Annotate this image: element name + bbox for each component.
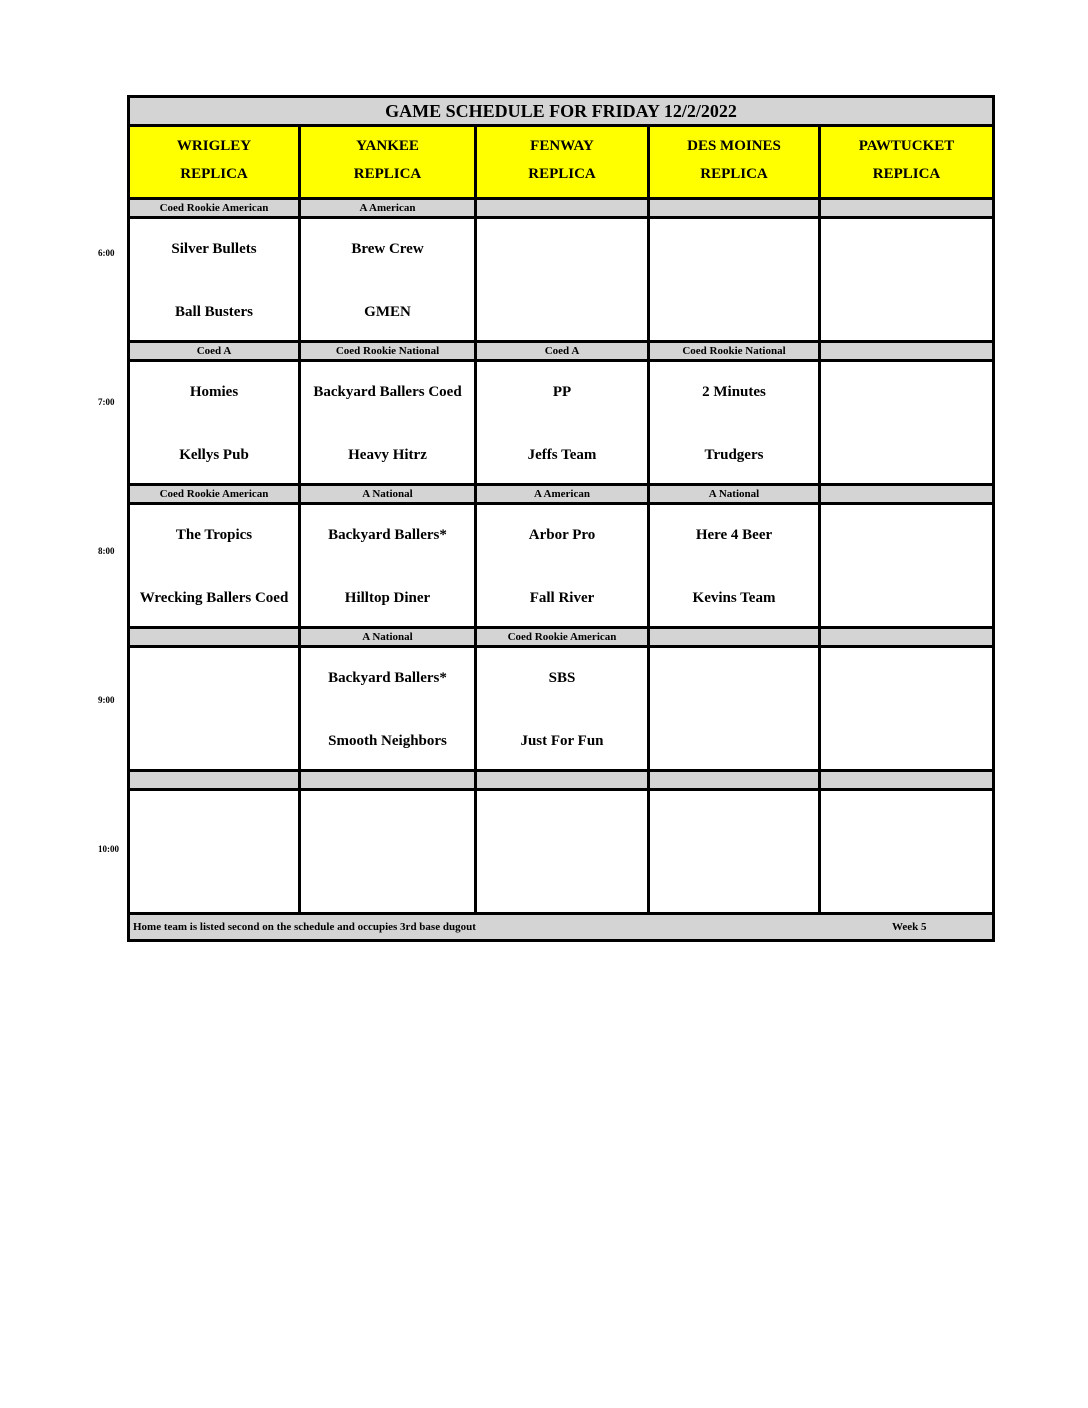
division-label: Coed Rookie National	[301, 343, 477, 362]
away-team: Arbor Pro	[528, 527, 596, 543]
division-label: A National	[301, 629, 477, 648]
game-cell	[130, 505, 301, 629]
division-row	[130, 343, 992, 362]
game-row	[130, 648, 992, 772]
division-label	[821, 629, 992, 648]
division-label: Coed Rookie American	[477, 629, 650, 648]
field-header-yankee	[301, 127, 477, 200]
home-team-note: Home team is listed second on the schedule and occupies 3rd base dugout	[133, 921, 476, 933]
home-team: Ball Busters	[175, 304, 253, 320]
schedule-title: GAME SCHEDULE FOR FRIDAY 12/2/2022	[130, 98, 992, 127]
field-name: PAWTUCKET	[858, 138, 955, 154]
away-team: The Tropics	[175, 527, 253, 543]
game-cell	[301, 505, 477, 629]
away-team: Brew Crew	[351, 241, 424, 257]
field-header-wrigley	[130, 127, 301, 200]
game-cell	[650, 791, 821, 915]
division-row	[130, 200, 992, 219]
away-team: Silver Bullets	[171, 241, 257, 257]
game-cell	[477, 648, 650, 772]
game-cell	[477, 791, 650, 915]
field-name: FENWAY	[530, 138, 594, 154]
time-label: 10:00	[98, 844, 119, 854]
division-label: Coed Rookie National	[650, 343, 821, 362]
division-label	[477, 200, 650, 219]
division-label: Coed A	[130, 343, 301, 362]
away-team: PP	[552, 384, 572, 400]
field-header-fenway	[477, 127, 650, 200]
time-slots	[130, 200, 992, 915]
division-label	[301, 772, 477, 791]
game-cell	[821, 648, 992, 772]
home-team: Wrecking Ballers Coed	[139, 590, 289, 606]
division-label	[130, 772, 301, 791]
division-label: A American	[301, 200, 477, 219]
field-header-row	[130, 127, 992, 200]
time-label: 9:00	[98, 695, 115, 705]
away-team: Here 4 Beer	[695, 527, 773, 543]
division-label	[650, 629, 821, 648]
division-label	[477, 772, 650, 791]
game-cell	[650, 505, 821, 629]
game-cell	[301, 791, 477, 915]
game-cell	[301, 648, 477, 772]
game-cell	[301, 219, 477, 343]
home-team: Fall River	[529, 590, 595, 606]
division-label: A National	[650, 486, 821, 505]
game-cell	[130, 648, 301, 772]
schedule-sheet	[127, 95, 995, 942]
field-subtitle: REPLICA	[528, 166, 596, 182]
division-label	[821, 343, 992, 362]
division-label: A American	[477, 486, 650, 505]
home-team: Trudgers	[704, 447, 764, 463]
game-cell	[821, 505, 992, 629]
time-label: 8:00	[98, 546, 115, 556]
division-label: Coed Rookie American	[130, 200, 301, 219]
home-team: Hilltop Diner	[344, 590, 431, 606]
game-cell	[130, 791, 301, 915]
game-row	[130, 362, 992, 486]
time-label: 7:00	[98, 397, 115, 407]
game-row	[130, 505, 992, 629]
game-cell	[650, 219, 821, 343]
division-row	[130, 629, 992, 648]
field-subtitle: REPLICA	[353, 166, 422, 182]
game-cell	[650, 648, 821, 772]
game-cell	[821, 219, 992, 343]
field-header-des-moines	[650, 127, 821, 200]
game-row	[130, 219, 992, 343]
away-team: SBS	[548, 670, 576, 686]
division-label	[650, 200, 821, 219]
game-cell	[650, 362, 821, 486]
game-cell	[130, 362, 301, 486]
division-label	[821, 486, 992, 505]
field-name: WRIGLEY	[176, 138, 252, 154]
game-cell	[477, 505, 650, 629]
week-label: Week 5	[892, 921, 927, 933]
game-cell	[130, 219, 301, 343]
home-team: Jeffs Team	[527, 447, 597, 463]
away-team: 2 Minutes	[702, 384, 766, 400]
game-cell	[821, 362, 992, 486]
field-header-pawtucket	[821, 127, 992, 200]
division-label	[821, 200, 992, 219]
away-team: Homies	[189, 384, 239, 400]
field-name: YANKEE	[356, 138, 419, 154]
away-team: Backyard Ballers*	[328, 527, 447, 543]
home-team: GMEN	[364, 304, 411, 320]
home-team: Smooth Neighbors	[328, 733, 447, 749]
time-label: 6:00	[98, 248, 115, 258]
division-label: Coed Rookie American	[130, 486, 301, 505]
home-team: Heavy Hitrz	[348, 447, 427, 463]
away-team: Backyard Ballers*	[328, 670, 447, 686]
division-label: A National	[301, 486, 477, 505]
field-subtitle: REPLICA	[872, 166, 941, 182]
game-cell	[477, 219, 650, 343]
home-team: Kellys Pub	[179, 447, 249, 463]
field-subtitle: REPLICA	[700, 166, 768, 182]
field-name: DES MOINES	[687, 138, 781, 154]
division-label	[130, 629, 301, 648]
game-cell	[301, 362, 477, 486]
home-team: Just For Fun	[520, 733, 604, 749]
division-label: Coed A	[477, 343, 650, 362]
game-cell	[477, 362, 650, 486]
field-subtitle: REPLICA	[180, 166, 248, 182]
division-label	[821, 772, 992, 791]
division-row	[130, 486, 992, 505]
home-team: Kevins Team	[692, 590, 776, 606]
division-row	[130, 772, 992, 791]
game-row	[130, 791, 992, 915]
division-label	[650, 772, 821, 791]
footer-bar	[130, 915, 992, 939]
game-cell	[821, 791, 992, 915]
away-team: Backyard Ballers Coed	[313, 384, 462, 400]
